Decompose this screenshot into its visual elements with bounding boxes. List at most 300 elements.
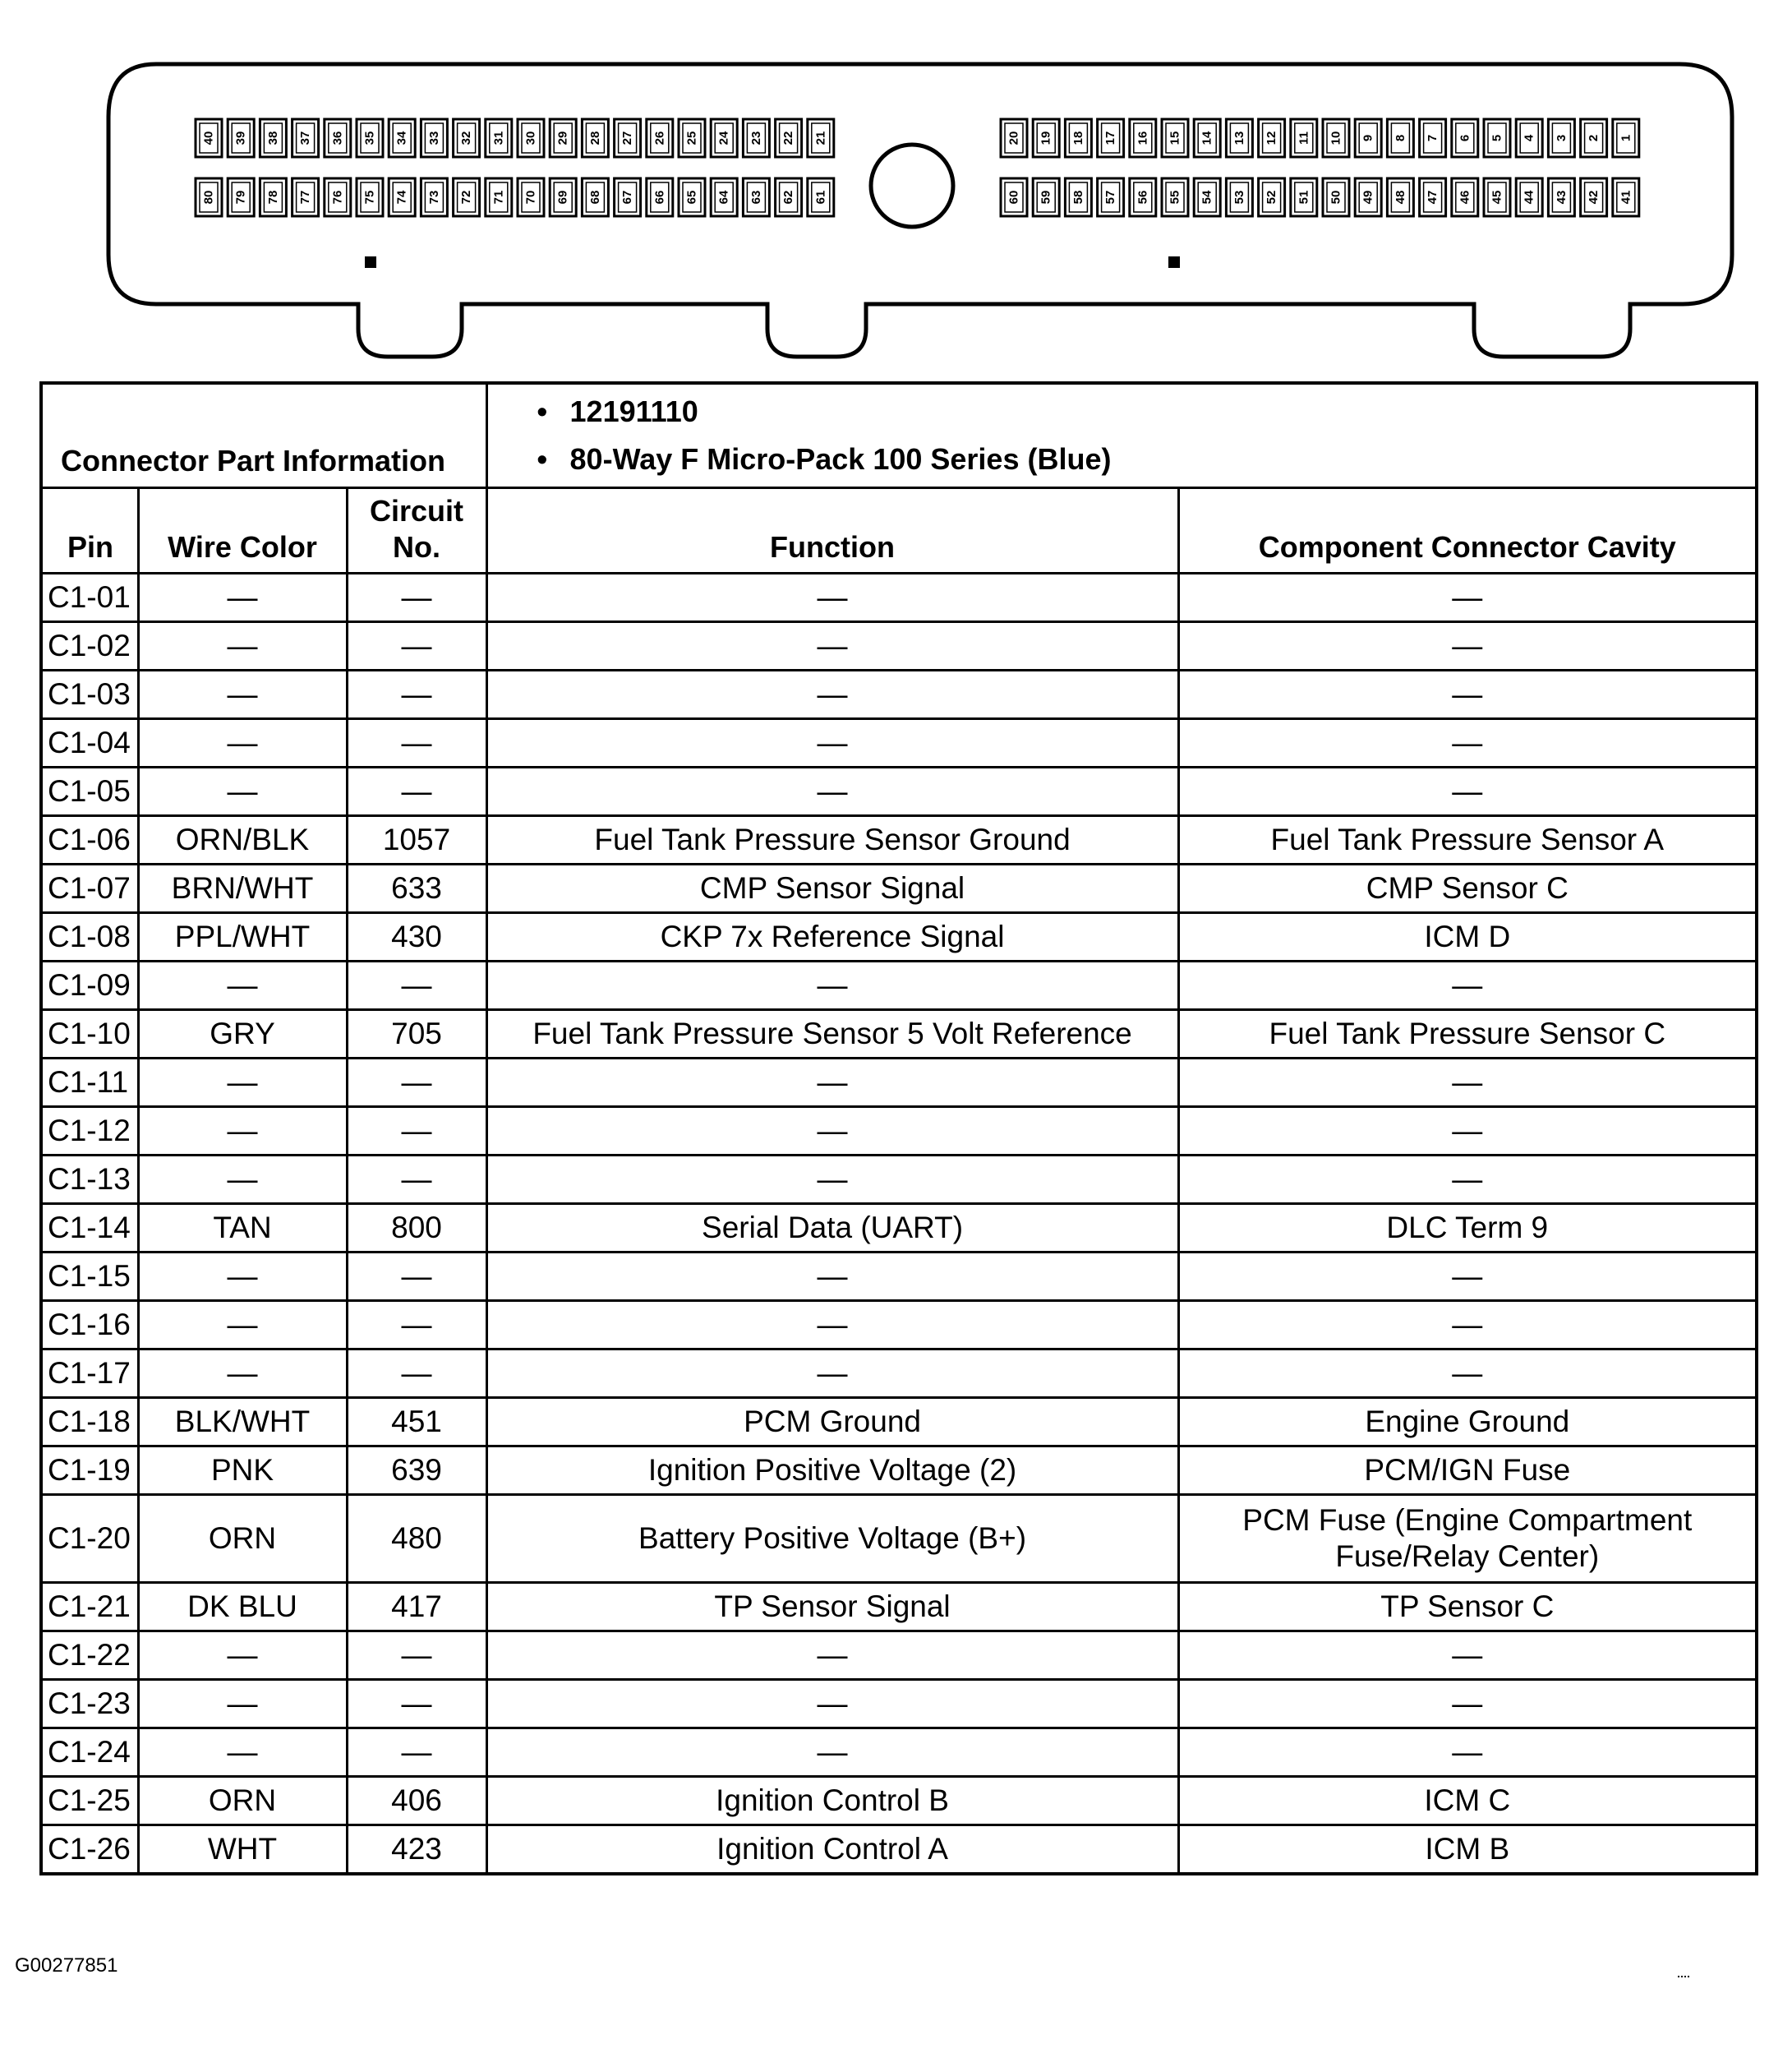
pin-box (1484, 178, 1510, 216)
cavity-cell: Fuel Tank Pressure Sensor C (1178, 1010, 1757, 1059)
pin-box (1420, 178, 1446, 216)
wire-color-cell: — (138, 1253, 347, 1301)
header-wire-color: Wire Color (138, 488, 347, 574)
pin-cell: C1-06 (41, 816, 138, 865)
pin-box (228, 178, 254, 216)
function-cell: — (486, 719, 1178, 768)
pin-box (325, 119, 351, 157)
cavity-cell: — (1178, 1631, 1757, 1680)
wire-color-cell: — (138, 1301, 347, 1349)
circuit-cell: 423 (347, 1825, 486, 1875)
pin-number: 14 (1200, 131, 1214, 145)
circuit-cell: — (347, 622, 486, 671)
pin-number: 21 (813, 131, 828, 145)
pin-box (1387, 119, 1413, 157)
wire-color-cell: — (138, 1059, 347, 1107)
pin-box (1581, 178, 1607, 216)
wire-color-cell: — (138, 1107, 347, 1156)
part-info-values (486, 383, 1757, 488)
pin-box (582, 178, 608, 216)
cavity-cell: — (1178, 1059, 1757, 1107)
wire-color-cell: — (138, 768, 347, 816)
pin-number: 11 (1297, 131, 1311, 145)
pin-number: 66 (652, 190, 667, 205)
circuit-cell: 1057 (347, 816, 486, 865)
pin-number: 57 (1103, 190, 1118, 205)
pin-number: 29 (555, 131, 570, 145)
pin-cell: C1-08 (41, 913, 138, 962)
pin-box (743, 119, 769, 157)
pin-number: 26 (652, 131, 667, 145)
pin-number: 8 (1393, 134, 1407, 142)
pin-box (1098, 178, 1124, 216)
pin-number: 54 (1200, 190, 1214, 205)
table-row (41, 1495, 1757, 1583)
pin-box (293, 119, 319, 157)
pin-number: 12 (1265, 131, 1279, 145)
wire-color-cell: TAN (138, 1204, 347, 1253)
pin-cell: C1-25 (41, 1777, 138, 1825)
function-cell: — (486, 1059, 1178, 1107)
pin-box (421, 119, 447, 157)
pin-box (776, 178, 802, 216)
pin-table (39, 381, 1758, 1875)
pin-number: 45 (1490, 190, 1504, 205)
pin-cell: C1-21 (41, 1583, 138, 1631)
function-cell: — (486, 768, 1178, 816)
pin-box (1098, 119, 1124, 157)
table-row (41, 1398, 1757, 1446)
pin-number: 22 (781, 131, 796, 145)
pin-box (1452, 178, 1478, 216)
wire-color-cell: — (138, 622, 347, 671)
circuit-cell: 633 (347, 865, 486, 913)
pin-number: 60 (1007, 190, 1021, 205)
function-cell: CMP Sensor Signal (486, 865, 1178, 913)
pin-number: 67 (620, 190, 635, 205)
pin-number: 72 (459, 190, 474, 205)
pin-number: 10 (1329, 131, 1343, 145)
pin-number: 65 (684, 190, 699, 205)
cavity-cell: PCM/IGN Fuse (1178, 1446, 1757, 1495)
pin-number: 43 (1554, 190, 1569, 205)
pin-box (1065, 119, 1091, 157)
locator-mark-right (1168, 256, 1180, 268)
pin-box (1065, 178, 1091, 216)
circuit-cell: — (347, 1680, 486, 1728)
wire-color-cell: ORN (138, 1777, 347, 1825)
cavity-cell: ICM C (1178, 1777, 1757, 1825)
table-row (41, 1301, 1757, 1349)
table-row (41, 816, 1757, 865)
circuit-cell: 406 (347, 1777, 486, 1825)
function-cell: — (486, 574, 1178, 622)
table-row (41, 1446, 1757, 1495)
pin-cell: C1-26 (41, 1825, 138, 1875)
pin-number: 9 (1361, 134, 1375, 142)
pin-cell: C1-09 (41, 962, 138, 1010)
pin-number: 56 (1136, 190, 1150, 205)
pin-box (615, 119, 641, 157)
pin-box (1226, 178, 1252, 216)
pin-cell: C1-12 (41, 1107, 138, 1156)
pin-cell: C1-22 (41, 1631, 138, 1680)
pin-number: 15 (1168, 131, 1182, 145)
function-cell: Serial Data (UART) (486, 1204, 1178, 1253)
wire-color-cell: — (138, 1631, 347, 1680)
pin-box (1033, 178, 1059, 216)
pin-number: 59 (1039, 190, 1053, 205)
pin-number: 20 (1007, 131, 1021, 145)
pin-cell: C1-03 (41, 671, 138, 719)
pin-number: 64 (716, 190, 731, 205)
circuit-cell: 639 (347, 1446, 486, 1495)
wire-color-cell: WHT (138, 1825, 347, 1875)
pin-box (1162, 178, 1188, 216)
pin-cell: C1-05 (41, 768, 138, 816)
pin-number: 24 (716, 131, 731, 145)
table-row (41, 1059, 1757, 1107)
pin-number: 5 (1490, 134, 1504, 142)
table-row (41, 1631, 1757, 1680)
pin-box (1516, 178, 1542, 216)
pin-number: 34 (394, 131, 409, 145)
function-cell: — (486, 622, 1178, 671)
pin-box (1581, 119, 1607, 157)
pin-box (1033, 119, 1059, 157)
circuit-cell: 430 (347, 913, 486, 962)
table-row (41, 574, 1757, 622)
cavity-line: PCM Fuse (Engine Compartment (1242, 1503, 1693, 1537)
table-row (41, 913, 1757, 962)
wire-color-cell: — (138, 671, 347, 719)
pin-cell: C1-24 (41, 1728, 138, 1777)
cavity-cell: — (1178, 768, 1757, 816)
cavity-cell: — (1178, 1107, 1757, 1156)
pin-box (1323, 119, 1349, 157)
cavity-cell (1178, 1495, 1757, 1583)
pin-number: 33 (426, 131, 441, 145)
cavity-line: Fuse/Relay Center) (1335, 1539, 1600, 1573)
pin-box (1001, 119, 1027, 157)
pin-box (711, 178, 737, 216)
pin-box (454, 178, 480, 216)
pin-box (1613, 178, 1639, 216)
pin-box (615, 178, 641, 216)
circuit-cell: — (347, 962, 486, 1010)
pin-box (1162, 119, 1188, 157)
pin-number: 27 (620, 131, 635, 145)
table-row (41, 1680, 1757, 1728)
cavity-cell: — (1178, 1728, 1757, 1777)
circuit-cell: — (347, 1349, 486, 1398)
wire-color-cell: ORN/BLK (138, 816, 347, 865)
cavity-cell: ICM B (1178, 1825, 1757, 1875)
pin-number: 6 (1458, 134, 1472, 142)
pin-number: 61 (813, 190, 828, 205)
pin-box (518, 119, 544, 157)
pin-box (1130, 119, 1156, 157)
wire-color-cell: — (138, 1728, 347, 1777)
cavity-cell: — (1178, 574, 1757, 622)
pin-box (486, 119, 512, 157)
pin-number: 13 (1232, 131, 1246, 145)
function-cell: — (486, 1728, 1178, 1777)
circuit-cell: — (347, 768, 486, 816)
pin-box (389, 119, 415, 157)
pin-number: 80 (201, 190, 216, 205)
circuit-cell: — (347, 1301, 486, 1349)
pin-number: 46 (1458, 190, 1472, 205)
pin-number: 37 (298, 131, 313, 145)
circuit-cell: 451 (347, 1398, 486, 1446)
table-row (41, 719, 1757, 768)
pin-cell: C1-10 (41, 1010, 138, 1059)
pin-number: 41 (1619, 190, 1633, 205)
pin-number: 58 (1071, 190, 1085, 205)
header-circuit-line1: Circuit (370, 494, 464, 528)
pin-box (486, 178, 512, 216)
part-description: • 80-Way F Micro-Pack 100 Series (Blue) (537, 436, 1756, 483)
pin-box (1355, 178, 1381, 216)
pin-box (357, 119, 383, 157)
pin-box (582, 119, 608, 157)
function-cell: — (486, 962, 1178, 1010)
pin-number: 50 (1329, 190, 1343, 205)
part-info-label: Connector Part Information (41, 383, 486, 488)
pin-number: 53 (1232, 190, 1246, 205)
header-circuit-line2: No. (393, 530, 441, 564)
pin-cell: C1-04 (41, 719, 138, 768)
pin-box (260, 178, 286, 216)
pin-box (1484, 119, 1510, 157)
wire-color-cell: GRY (138, 1010, 347, 1059)
cavity-cell: TP Sensor C (1178, 1583, 1757, 1631)
pin-number: 75 (362, 190, 377, 205)
circuit-cell: — (347, 574, 486, 622)
pin-cell: C1-14 (41, 1204, 138, 1253)
pin-box (808, 178, 834, 216)
pin-box (711, 119, 737, 157)
pin-number: 17 (1103, 131, 1118, 145)
pin-number: 28 (587, 131, 602, 145)
locator-mark-left (365, 256, 376, 268)
pin-cell: C1-20 (41, 1495, 138, 1583)
function-cell: — (486, 671, 1178, 719)
cavity-cell: — (1178, 622, 1757, 671)
pin-box (421, 178, 447, 216)
function-cell: — (486, 1631, 1178, 1680)
pin-number: 62 (781, 190, 796, 205)
function-cell: Ignition Positive Voltage (2) (486, 1446, 1178, 1495)
pin-box (196, 178, 222, 216)
pin-box (1613, 119, 1639, 157)
function-cell: Battery Positive Voltage (B+) (486, 1495, 1178, 1583)
pin-box (743, 178, 769, 216)
pin-box (1420, 119, 1446, 157)
pin-box (647, 178, 673, 216)
pin-box (1291, 178, 1317, 216)
pin-box (1259, 178, 1285, 216)
pin-box (1355, 119, 1381, 157)
pin-number: 78 (265, 190, 280, 205)
pin-cell: C1-15 (41, 1253, 138, 1301)
header-cavity: Component Connector Cavity (1178, 488, 1757, 574)
pin-box (1291, 119, 1317, 157)
pin-box (1452, 119, 1478, 157)
cavity-cell: — (1178, 719, 1757, 768)
pin-number: 63 (749, 190, 763, 205)
table-row (41, 1825, 1757, 1875)
function-cell: — (486, 1253, 1178, 1301)
figure-code: G00277851 (15, 1954, 118, 1977)
cavity-cell: Engine Ground (1178, 1398, 1757, 1446)
polarization-hole (871, 145, 953, 227)
pin-box (1194, 178, 1220, 216)
pin-number: 30 (523, 131, 538, 145)
circuit-cell: — (347, 1728, 486, 1777)
pin-cell: C1-02 (41, 622, 138, 671)
wire-color-cell: PNK (138, 1446, 347, 1495)
pin-number: 48 (1393, 190, 1407, 205)
pin-box (679, 119, 705, 157)
pin-number: 68 (587, 190, 602, 205)
function-cell: — (486, 1680, 1178, 1728)
corner-mark (1678, 1976, 1689, 1981)
cavity-cell: — (1178, 1349, 1757, 1398)
connector-diagram (0, 0, 1792, 378)
circuit-cell: — (347, 1156, 486, 1204)
pin-cell: C1-18 (41, 1398, 138, 1446)
circuit-cell: 417 (347, 1583, 486, 1631)
pin-box (1194, 119, 1220, 157)
table-row (41, 1107, 1757, 1156)
function-cell: PCM Ground (486, 1398, 1178, 1446)
pin-cell: C1-01 (41, 574, 138, 622)
pin-box (196, 119, 222, 157)
pin-number: 3 (1554, 134, 1569, 142)
wire-color-cell: — (138, 574, 347, 622)
function-cell: Fuel Tank Pressure Sensor Ground (486, 816, 1178, 865)
pin-box (808, 119, 834, 157)
cavity-cell: CMP Sensor C (1178, 865, 1757, 913)
pin-number: 70 (523, 190, 538, 205)
function-cell: — (486, 1107, 1178, 1156)
pin-box (293, 178, 319, 216)
pin-cell: C1-19 (41, 1446, 138, 1495)
table-row (41, 1204, 1757, 1253)
circuit-cell: 705 (347, 1010, 486, 1059)
table-row (41, 622, 1757, 671)
pin-number: 1 (1619, 134, 1633, 142)
pin-number: 77 (298, 190, 313, 205)
pin-box (1259, 119, 1285, 157)
function-cell: — (486, 1349, 1178, 1398)
function-cell: Ignition Control A (486, 1825, 1178, 1875)
pin-box (1387, 178, 1413, 216)
pin-number: 32 (459, 131, 474, 145)
pin-number: 16 (1136, 131, 1150, 145)
pin-box (550, 178, 576, 216)
header-pin: Pin (41, 488, 138, 574)
pin-number: 52 (1265, 190, 1279, 205)
circuit-cell: 480 (347, 1495, 486, 1583)
function-cell: CKP 7x Reference Signal (486, 913, 1178, 962)
pin-box (679, 178, 705, 216)
function-cell: Ignition Control B (486, 1777, 1178, 1825)
table-row (41, 1728, 1757, 1777)
table-row (41, 1349, 1757, 1398)
pin-number: 39 (233, 131, 248, 145)
cavity-cell: ICM D (1178, 913, 1757, 962)
table-row (41, 1583, 1757, 1631)
pin-number: 2 (1587, 134, 1601, 142)
wire-color-cell: — (138, 1349, 347, 1398)
wire-color-cell: — (138, 719, 347, 768)
circuit-cell: — (347, 1253, 486, 1301)
function-cell: TP Sensor Signal (486, 1583, 1178, 1631)
pin-number: 76 (330, 190, 345, 205)
pin-number: 31 (491, 131, 506, 145)
wire-color-cell: BRN/WHT (138, 865, 347, 913)
header-function: Function (486, 488, 1178, 574)
cavity-cell: — (1178, 671, 1757, 719)
wire-color-cell: — (138, 1156, 347, 1204)
circuit-cell: — (347, 1631, 486, 1680)
pin-number: 42 (1587, 190, 1601, 205)
pin-box (776, 119, 802, 157)
pin-number: 79 (233, 190, 248, 205)
pin-cell: C1-11 (41, 1059, 138, 1107)
cavity-cell: — (1178, 1301, 1757, 1349)
pin-cell: C1-07 (41, 865, 138, 913)
pin-number: 47 (1426, 190, 1440, 205)
pin-number: 71 (491, 190, 506, 205)
pin-box (647, 119, 673, 157)
cavity-cell: DLC Term 9 (1178, 1204, 1757, 1253)
pin-cell: C1-17 (41, 1349, 138, 1398)
pin-number: 51 (1297, 190, 1311, 205)
circuit-cell: — (347, 1107, 486, 1156)
table-row (41, 1010, 1757, 1059)
pin-cell: C1-16 (41, 1301, 138, 1349)
wire-color-cell: PPL/WHT (138, 913, 347, 962)
pin-box (1130, 178, 1156, 216)
pin-number: 55 (1168, 190, 1182, 205)
wire-color-cell: DK BLU (138, 1583, 347, 1631)
table-row (41, 768, 1757, 816)
cavity-cell: — (1178, 1253, 1757, 1301)
pin-box (1323, 178, 1349, 216)
pin-number: 35 (362, 131, 377, 145)
pin-box (1226, 119, 1252, 157)
wire-color-cell: ORN (138, 1495, 347, 1583)
circuit-cell: — (347, 719, 486, 768)
circuit-cell: — (347, 1059, 486, 1107)
pin-box (1548, 178, 1574, 216)
circuit-cell: — (347, 671, 486, 719)
pin-box (550, 119, 576, 157)
cavity-cell: — (1178, 1156, 1757, 1204)
table-row (41, 671, 1757, 719)
pin-number: 69 (555, 190, 570, 205)
function-cell: — (486, 1156, 1178, 1204)
pin-number: 38 (265, 131, 280, 145)
table-row (41, 865, 1757, 913)
pin-number: 18 (1071, 131, 1085, 145)
pin-box (389, 178, 415, 216)
pin-number: 73 (426, 190, 441, 205)
